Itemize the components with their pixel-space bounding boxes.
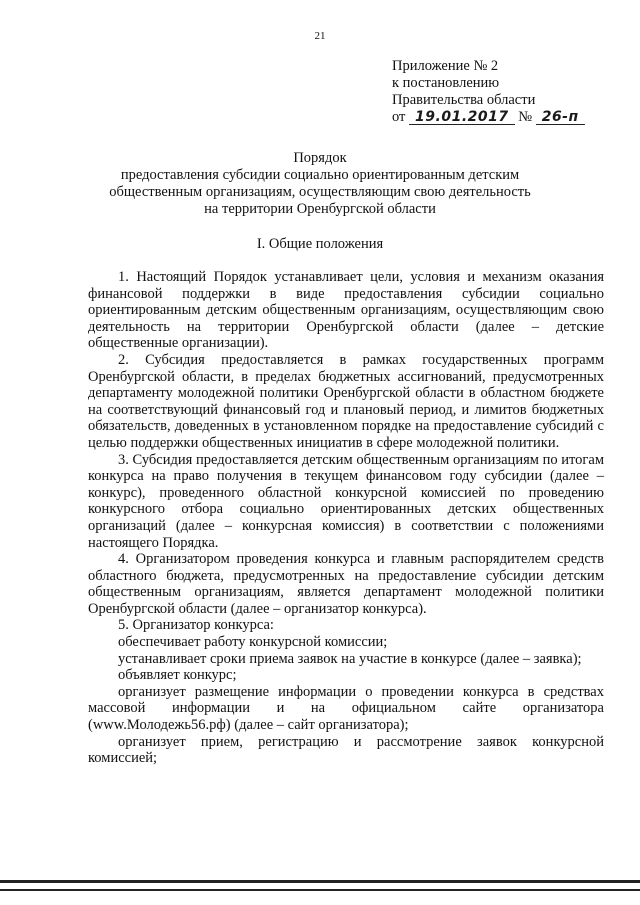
date-prefix: от xyxy=(392,109,406,125)
title-line-3: общественным организациям, осуществляющим свою деятельность xyxy=(109,184,531,200)
paragraph: 1. Настоящий Порядок устанавливает цели, условия и механизм оказания финансовой поддержки в виде предоставления субсидии социально ориентированным детским общественным организациям, осуществляющим свою деятельность на территории Оренбургской области (далее – детские общественные организации). xyxy=(88,269,604,352)
body-text xyxy=(88,269,604,767)
paragraph: обеспечивает работу конкурсной комиссии; xyxy=(118,634,388,651)
bottom-rule xyxy=(0,880,640,883)
paragraph: 4. Организатором проведения конкурса и главным распорядителем средств областного бюджета, предусмотренных на предоставление субсидии детским общественным организациям, является департамент молодежной политики Оренбургской области (далее – организатор конкурса). xyxy=(88,551,604,617)
section-heading: I. Общие положения xyxy=(256,236,384,252)
paragraph: объявляет конкурс; xyxy=(118,667,237,684)
title-line-2: предоставления субсидии социально ориентированным детским xyxy=(120,167,520,183)
appendix-line-3: Правительства области xyxy=(392,92,536,108)
number-prefix: № xyxy=(518,109,533,125)
paragraph: организует размещение информации о проведении конкурса в средствах массовой информации и на официальном сайте организатора (www.Молодежь56.рф) (далее – сайт организатора); xyxy=(88,683,604,734)
paragraph: устанавливает сроки приема заявок на участие в конкурсе (далее – заявка); xyxy=(118,650,582,667)
paragraph: организует прием, регистрацию и рассмотрение заявок конкурсной комиссией; xyxy=(88,733,604,767)
paragraph: 3. Субсидия предоставляется детским общественным организациям по итогам конкурса на право получения в текущем финансовом году субсидии (далее – конкурс), проведенного областной конкурсной комиссией по проведению конкурсного отбора социально ориентированных детских общественных организаций (далее – конкурсная комиссия) в соответствии с положениями настоящего Порядка. xyxy=(88,451,604,551)
handwritten-date: 19.01.2017 xyxy=(409,110,515,125)
paragraph: 2. Субсидия предоставляется в рамках государственных программ Оренбургской области, в пределах бюджетных ассигнований, предусмотренных департаменту молодежной политики Оренбургской области в областном бюджете на соответствующий финансовый год и плановый период, и лимитов бюджетных обязательств, доведенных в установленном порядке на предоставление субсидий с целью поддержки общественных инициатив в сфере молодежной политики. xyxy=(88,351,604,451)
appendix-line-1: Приложение № 2 xyxy=(392,58,499,74)
paragraph: 5. Организатор конкурса: xyxy=(118,617,274,634)
document-title xyxy=(96,150,544,218)
appendix-block xyxy=(392,58,585,126)
handwritten-number: 26-п xyxy=(536,110,585,125)
appendix-line-2: к постановлению xyxy=(392,75,500,91)
title-line-4: на территории Оренбургской области xyxy=(204,201,436,217)
appendix-date-line xyxy=(392,109,585,126)
title-line-1: Порядок xyxy=(293,150,347,166)
page-number: 21 xyxy=(314,30,326,42)
bottom-rule xyxy=(0,889,640,891)
